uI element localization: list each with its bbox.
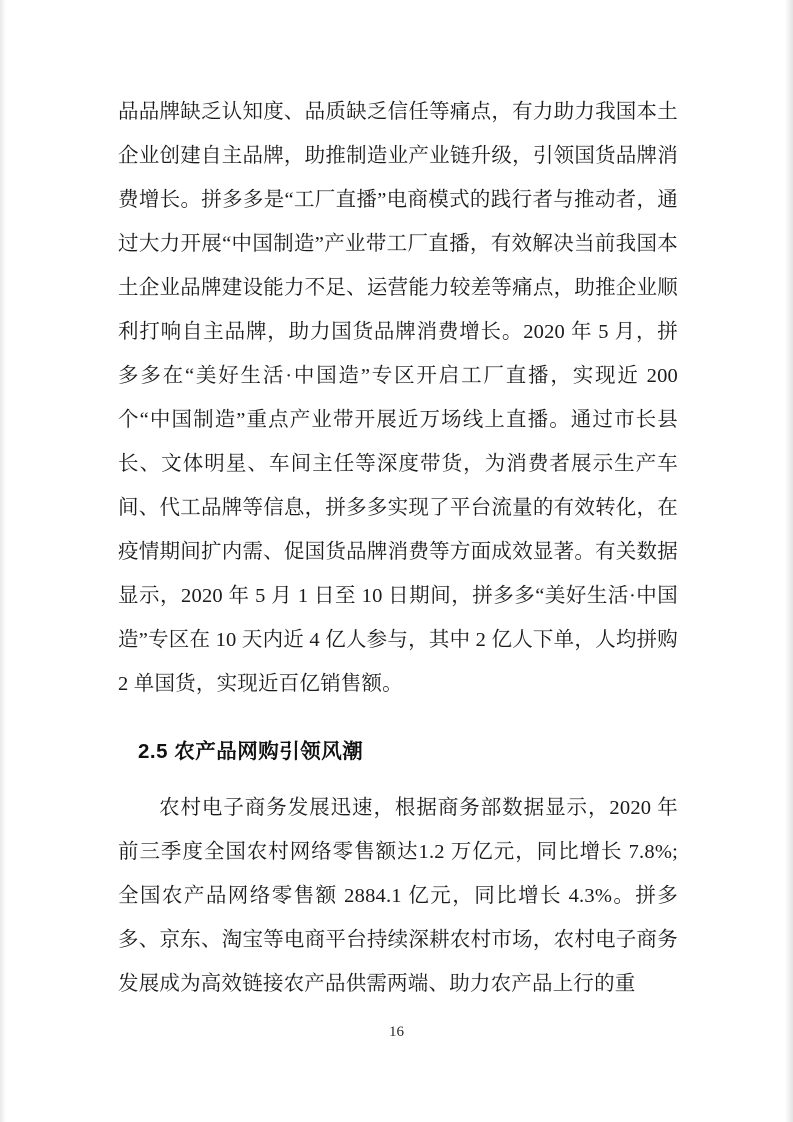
page-content (118, 90, 678, 1006)
page-number: 16 (389, 1024, 404, 1040)
body-paragraph: 农村电子商务发展迅速，根据商务部数据显示，2020 年前三季度全国农村网络零售额达1.2 万亿元，同比增长 7.8%; 全国农产品网络零售额 2884.1 亿元，同比增长 4.3%。拼多多、京东、淘宝等电商平台持续深耕农村市场，农村电子商务发展成为高效链接农产品供需两端、助力农产品上行的重 (118, 797, 678, 995)
body-paragraph: 品品牌缺乏认知度、品质缺乏信任等痛点，有力助力我国本土企业创建自主品牌，助推制造业产业链升级，引领国货品牌消费增长。拼多多是“工厂直播”电商模式的践行者与推动者，通过大力开展“中国制造”产业带工厂直播，有效解决当前我国本土企业品牌建设能力不足、运营能力较差等痛点，助推企业顺利打响自主品牌，助力国货品牌消费增长。2020 年 5 月，拼多多在“美好生活·中国造”专区开启工厂直播，实现近 200 个“中国制造”重点产业带开展近万场线上直播。通过市长县长、文体明星、车间主任等深度带货，为消费者展示生产车间、代工品牌等信息，拼多多实现了平台流量的有效转化，在疫情期间扩内需、促国货品牌消费等方面成效显著。有关数据显示，2020 年 5 月 1 日至 10 日期间，拼多多“美好生活·中国造”专区在 10 天内近 4 亿人参与，其中 2 亿人下单，人均拼购 2 单国货，实现近百亿销售额。 (118, 101, 678, 695)
page-edge-shadow-left (0, 0, 6, 1122)
page-edge-shadow-right (785, 0, 793, 1122)
section-heading: 2.5 农产品网购引领风潮 (138, 740, 364, 763)
